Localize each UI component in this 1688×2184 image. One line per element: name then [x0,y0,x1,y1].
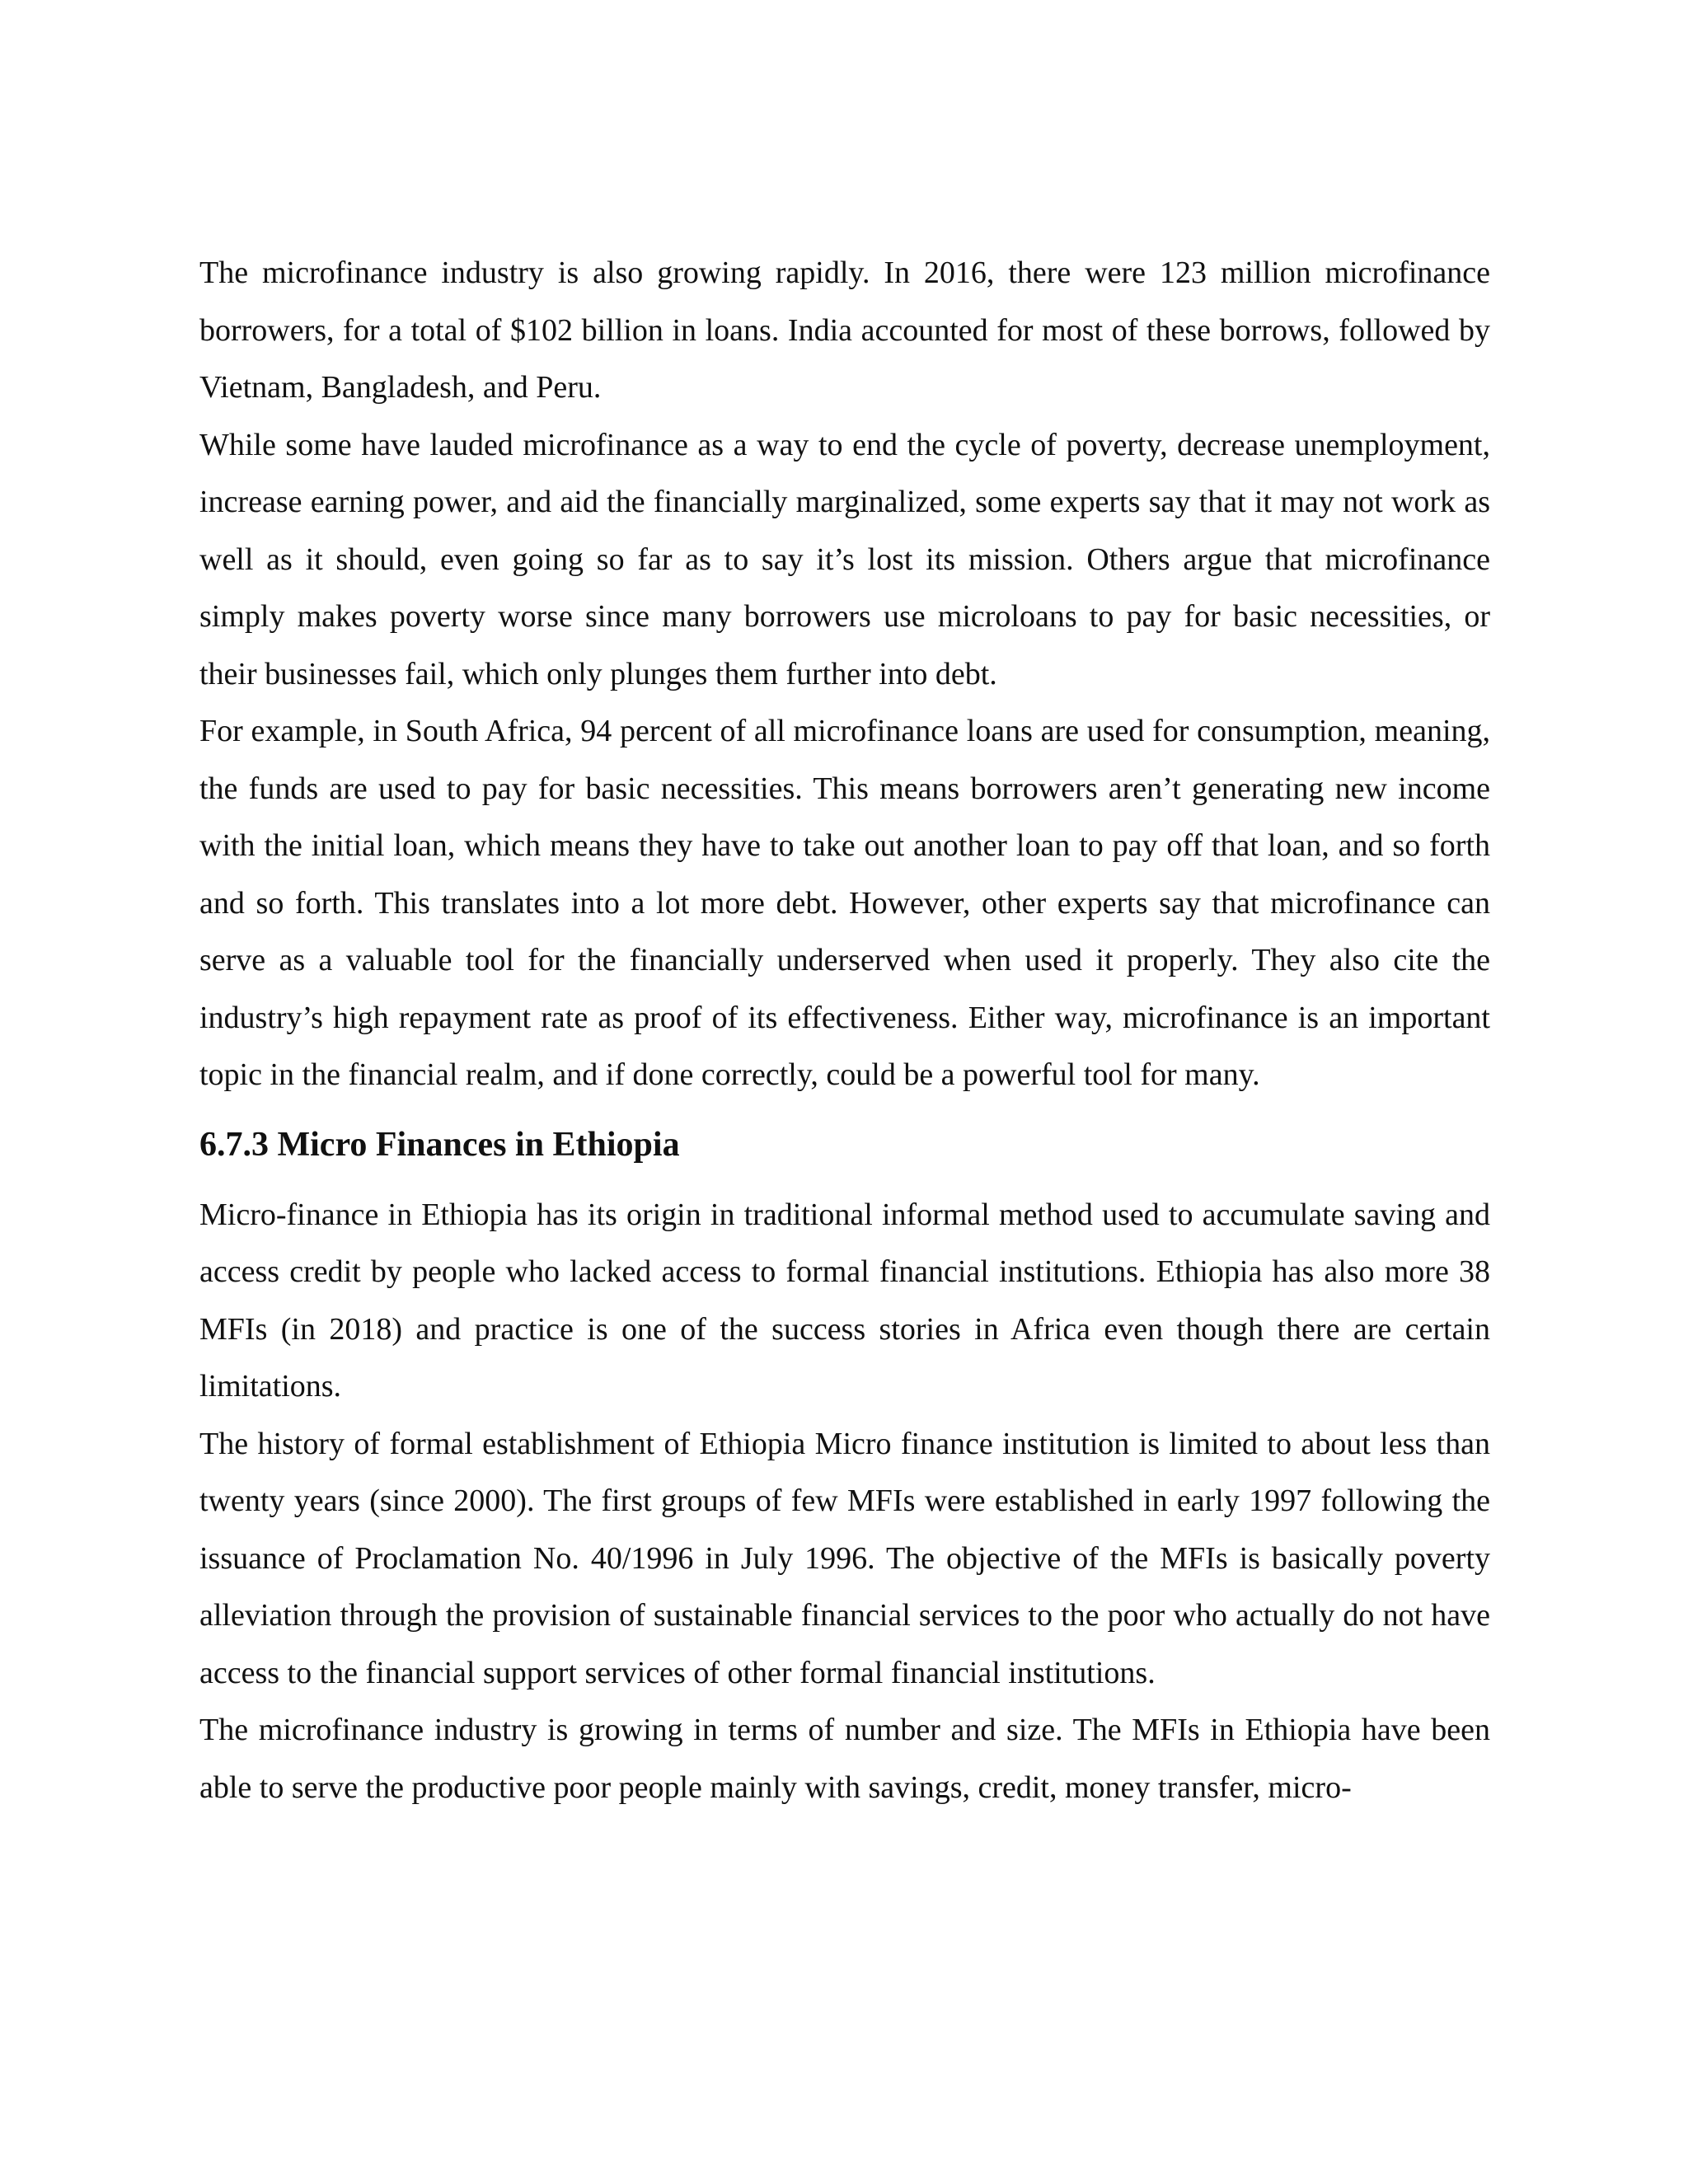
section-heading: 6.7.3 Micro Finances in Ethiopia [199,1125,680,1164]
paragraph-industry-growth: The microfinance industry is also growing rapidly. In 2016, there were 123 million microfinance borrowers, for a total of $102 billion in loans. India accounted for most of these borrows, followed by Vietnam, Bangladesh, and Peru. [199,255,1490,405]
paragraph-ethiopia-origin: Micro-finance in Ethiopia has its origin in traditional informal method used to accumulate saving and access credit by people who lacked access to formal financial institutions. Ethiopia has also more 38 MFIs (in 2018) and practice is one of the success stories in Africa even though there are certain limitations. [199,1197,1490,1404]
paragraph-south-africa-example: For example, in South Africa, 94 percent of all microfinance loans are used for consumption, meaning, the funds are used to pay for basic necessities. This means borrowers aren’t generating new income with the initial loan, which means they have to take out another loan to pay off that loan, and so forth and so forth. This translates into a lot more debt. However, other experts say that microfinance can serve as a valuable tool for the financially underserved when used it properly. They also cite the industry’s high repayment rate as proof of its effectiveness. Either way, microfinance is an important topic in the financial realm, and if done correctly, could be a powerful tool for many. [199,714,1490,1092]
document-body [199,245,1490,1816]
paragraph-ethiopia-growth: The microfinance industry is growing in terms of number and size. The MFIs in Ethiopia have been able to serve the productive poor people mainly with savings, credit, money transfer, micro- [199,1713,1490,1805]
paragraph-ethiopia-history: The history of formal establishment of Ethiopia Micro finance institution is limited to about less than twenty years (since 2000). The first groups of few MFIs were established in early 1997 following the issuance of Proclamation No. 40/1996 in July 1996. The objective of the MFIs is basically poverty alleviation through the provision of sustainable financial services to the poor who actually do not have access to the financial support services of other formal financial institutions. [199,1426,1490,1690]
paragraph-microfinance-debate: While some have lauded microfinance as a way to end the cycle of poverty, decrease unemployment, increase earning power, and aid the financially marginalized, some experts say that it may not work as well as it should, even going so far as to say it’s lost its mission. Others argue that microfinance simply makes poverty worse since many borrowers use microloans to pay for basic necessities, or their businesses fail, which only plunges them further into debt. [199,427,1490,691]
